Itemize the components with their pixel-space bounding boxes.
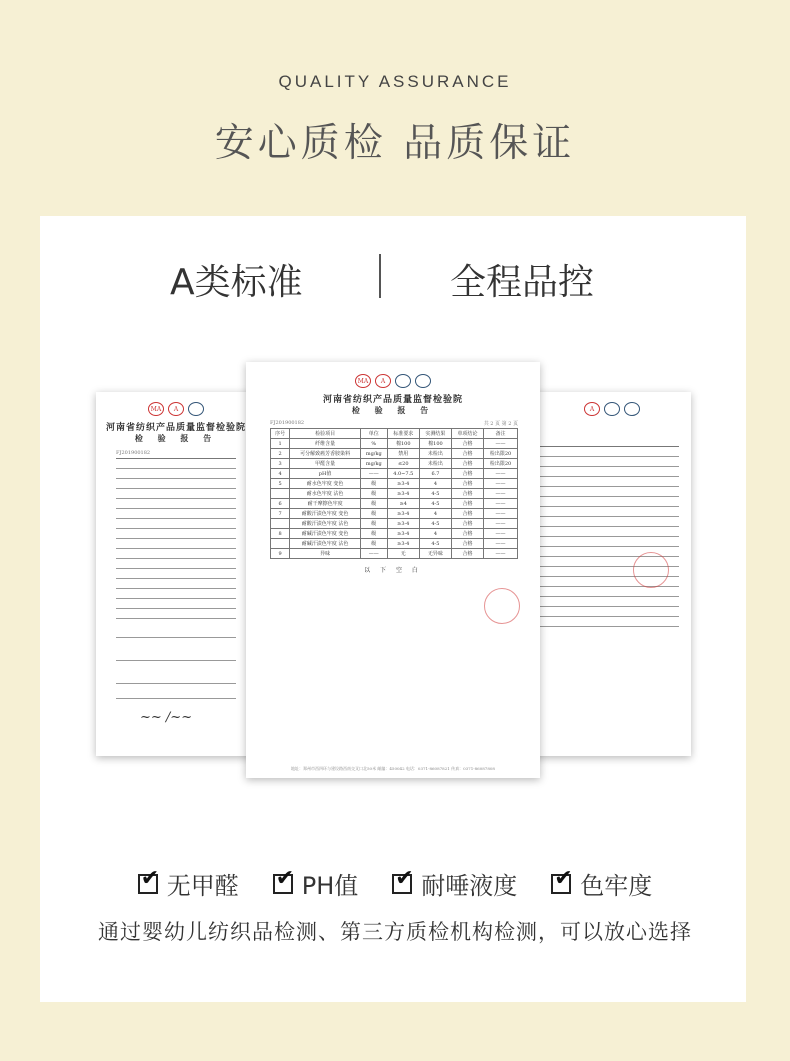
table-cell: 合格	[451, 439, 483, 449]
cal-logo-icon: A	[168, 402, 184, 416]
table-cell: 耐干摩擦色牢度	[290, 499, 361, 509]
seal-logo-icon	[604, 402, 620, 416]
table-cell: 级	[360, 539, 387, 549]
table-cell: 6	[271, 499, 290, 509]
red-stamp-center	[484, 588, 520, 624]
table-cell: ≥3-4	[387, 529, 419, 539]
check-item: ✔ 耐唾液度	[392, 866, 517, 901]
table-cell: ——	[484, 519, 518, 529]
seal-logo-icon	[395, 374, 411, 388]
table-cell: mg/kg	[360, 449, 387, 459]
report-page: 共 2 页 第 2 页	[483, 421, 518, 427]
feature-full-quality-control: 全程品控	[450, 262, 595, 303]
report-subtitle-center: 检 验 报 告	[351, 405, 435, 415]
report-sheet-center	[246, 362, 540, 778]
table-cell: 检出限20	[484, 459, 518, 469]
report-sheet-right	[533, 392, 691, 756]
table-cell: ≥3-4	[387, 479, 419, 489]
red-stamp-right	[633, 552, 669, 588]
cnas-logo-icon	[624, 402, 640, 416]
table-cell: 耐水色牢度 沾色	[290, 489, 361, 499]
table-cell: ≥3-4	[387, 509, 419, 519]
table-cell	[271, 489, 290, 499]
table-cell: 耐碱汗渍色牢度 变色	[290, 529, 361, 539]
table-header-row: 序号 检验项目 单位 标准要求 实测结果 单项结论 备注	[271, 429, 518, 439]
table-cell: 4	[419, 479, 451, 489]
table-row	[271, 489, 518, 499]
table-cell: ≥3-4	[387, 539, 419, 549]
table-cell: 合格	[451, 459, 483, 469]
table-row	[271, 509, 518, 519]
table-cell: 合格	[451, 509, 483, 519]
table-cell: 合格	[451, 519, 483, 529]
report-sheet-left	[96, 392, 256, 756]
table-cell: 级	[360, 529, 387, 539]
table-cell: 合格	[451, 469, 483, 479]
table-cell: ——	[360, 549, 387, 559]
table-cell: 5	[271, 479, 290, 489]
table-cell: 4-5	[419, 499, 451, 509]
signature-left: ~~ ∕~~	[140, 710, 193, 725]
checkbox-checked-icon	[551, 874, 571, 894]
table-row	[271, 459, 518, 469]
checkbox-checked-icon	[392, 874, 412, 894]
table-cell: ≥3-4	[387, 489, 419, 499]
checkbox-checked-icon	[138, 874, 158, 894]
table-cell: 4-5	[419, 539, 451, 549]
feature-a-class-standard: A类标准	[170, 262, 303, 303]
table-cell: 检出限20	[484, 449, 518, 459]
cert-logos	[96, 402, 256, 416]
table-cell: 纤维含量	[290, 439, 361, 449]
table-cell: 合格	[451, 479, 483, 489]
table-cell: 4-5	[419, 489, 451, 499]
table-cell: 4.0~7.5	[387, 469, 419, 479]
check-item: ✔ PH值	[273, 866, 359, 901]
table-cell: 8	[271, 529, 290, 539]
table-row	[271, 449, 518, 459]
table-cell: 异味	[290, 549, 361, 559]
table-cell: 2	[271, 449, 290, 459]
table-row	[271, 519, 518, 529]
table-cell: 级	[360, 479, 387, 489]
table-cell: ≤20	[387, 459, 419, 469]
cnas-logo-icon	[415, 374, 431, 388]
table-cell: ——	[484, 439, 518, 449]
table-cell: 未检出	[419, 449, 451, 459]
table-cell: 7	[271, 509, 290, 519]
table-cell: 甲醛含量	[290, 459, 361, 469]
table-cell: 耐碱汗渍色牢度 沾色	[290, 539, 361, 549]
report-org-center: 河南省纺织产品质量监督检验院	[322, 395, 463, 405]
table-cell: 未检出	[419, 459, 451, 469]
feature-divider	[379, 254, 381, 298]
table-row	[271, 529, 518, 539]
check-list	[0, 866, 790, 901]
table-cell: pH值	[290, 469, 361, 479]
table-cell: 耐水色牢度 变色	[290, 479, 361, 489]
table-cell: 4	[271, 469, 290, 479]
report-footer: 地址：郑州市西四环与建设路西南交叉口北50米 邮编：450042 电话：0371-86087821 传真：0371-86087808	[291, 766, 495, 771]
report-subtitle: 检 验 报 告	[134, 433, 218, 443]
table-cell: ——	[484, 489, 518, 499]
cma-logo-icon: MA	[355, 374, 371, 388]
quality-assurance-heading: QUALITY ASSURANCE	[278, 72, 512, 91]
report-number-center: FJ201900182	[270, 420, 305, 426]
table-cell: 级	[360, 519, 387, 529]
table-cell: ——	[484, 549, 518, 559]
table-row	[271, 549, 518, 559]
tagline: 通过婴幼儿纺织品检测、第三方质检机构检测，可以放心选择	[98, 920, 692, 944]
table-cell: 4	[419, 509, 451, 519]
table-cell: 6.7	[419, 469, 451, 479]
table-cell: 无异味	[419, 549, 451, 559]
table-cell: ——	[484, 499, 518, 509]
table-cell: 棉100	[387, 439, 419, 449]
table-cell	[271, 539, 290, 549]
table-cell: 合格	[451, 489, 483, 499]
table-cell: 耐酸汗渍色牢度 沾色	[290, 519, 361, 529]
report-org: 河南省纺织产品质量监督检验院	[105, 423, 246, 433]
table-row	[271, 499, 518, 509]
table-cell: ——	[484, 539, 518, 549]
table-cell: %	[360, 439, 387, 449]
table-cell: ≥3-4	[387, 519, 419, 529]
checkbox-checked-icon	[273, 874, 293, 894]
table-cell: 4	[419, 529, 451, 539]
table-cell: 耐酸汗渍色牢度 变色	[290, 509, 361, 519]
table-cell: 9	[271, 549, 290, 559]
check-item: ✔ 色牢度	[551, 866, 652, 901]
table-cell: 合格	[451, 499, 483, 509]
table-cell: ≥4	[387, 499, 419, 509]
cma-logo-icon: MA	[148, 402, 164, 416]
cert-logos-center	[246, 374, 540, 388]
table-cell: ——	[360, 469, 387, 479]
seal-logo-icon	[188, 402, 204, 416]
table-cell: 3	[271, 459, 290, 469]
table-cell: 4-5	[419, 519, 451, 529]
table-row	[271, 539, 518, 549]
table-cell: 棉100	[419, 439, 451, 449]
check-item: ✔ 无甲醛	[138, 866, 239, 901]
table-cell: mg/kg	[360, 459, 387, 469]
table-cell: 禁用	[387, 449, 419, 459]
table-row	[271, 479, 518, 489]
table-cell	[271, 519, 290, 529]
page-title: 安心质检 品质保证	[214, 121, 576, 166]
table-cell: ——	[484, 469, 518, 479]
table-cell: 无	[387, 549, 419, 559]
table-cell: 合格	[451, 549, 483, 559]
table-cell: 1	[271, 439, 290, 449]
report-table	[270, 428, 518, 559]
table-cell: ——	[484, 509, 518, 519]
table-cell: ——	[484, 529, 518, 539]
report-end-mark: 以 下 空 白	[364, 567, 422, 574]
table-cell: 级	[360, 489, 387, 499]
table-cell: ——	[484, 479, 518, 489]
table-cell: 级	[360, 499, 387, 509]
cert-logos-right	[533, 402, 691, 416]
cal-logo-icon: A	[584, 402, 600, 416]
cal-logo-icon: A	[375, 374, 391, 388]
table-cell: 合格	[451, 539, 483, 549]
table-row	[271, 469, 518, 479]
table-cell: 级	[360, 509, 387, 519]
table-cell: 合格	[451, 449, 483, 459]
table-cell: 合格	[451, 529, 483, 539]
report-number: FJ201900182	[116, 450, 151, 456]
table-cell: 可分解致癌芳香胺染料	[290, 449, 361, 459]
table-row	[271, 439, 518, 449]
